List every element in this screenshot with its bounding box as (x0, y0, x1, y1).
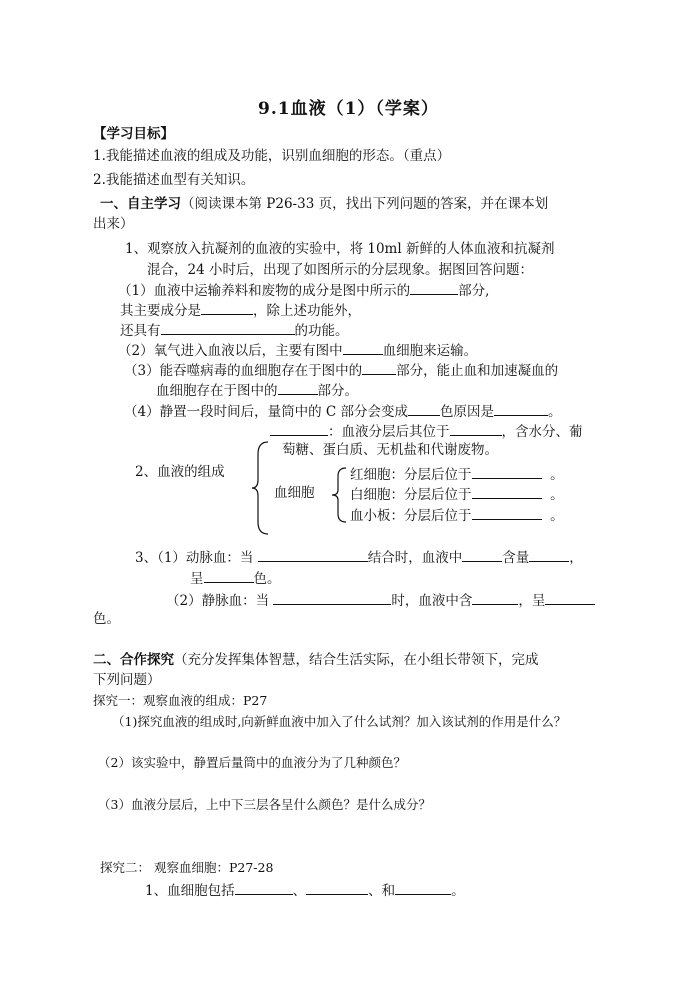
e2-text-a: 1、血细胞包括 (145, 883, 235, 899)
composition-brace (250, 440, 270, 536)
q3-text-c: 含量 (502, 550, 530, 566)
part-3-line1 (124, 360, 558, 380)
objectives-heading: 【学习目标】 (93, 126, 174, 142)
exploration-1-q3: （3）血液分层后，上中下三层各呈什么颜色？是什么成分？ (98, 797, 431, 812)
part-1-text-a: （1）血液中运输养料和废物的成分是图中所示的 (118, 283, 411, 299)
exploration-2-q1 (145, 880, 465, 900)
answer-blank[interactable] (362, 360, 396, 375)
objective-1: 1.我能描述血液的组成及功能，识别血细胞的形态。（重点） (93, 148, 451, 164)
answer-blank[interactable] (472, 590, 518, 605)
part-4-text-b: 色原因是 (440, 404, 495, 420)
red-blood-cell-line (350, 464, 564, 484)
composition-label: 2、血液的组成 (135, 464, 225, 480)
part-1-line3 (120, 320, 349, 340)
q3-text-i: ，呈 (518, 593, 546, 609)
part-2-text-a: （2）氧气进入血液以后，主要有图中 (118, 343, 343, 359)
part-4-text-c: 。 (548, 404, 562, 420)
platelet-line (350, 505, 564, 525)
q3-text-b: 结合时，血液中 (367, 550, 463, 566)
answer-blank[interactable] (410, 280, 458, 295)
part-1-line1 (118, 280, 489, 300)
cooperation-heading: 二、合作探究 (93, 652, 174, 668)
question-1-line2: 混合，24 小时后，出现了如图所示的分层现象。据图回答问题： (147, 262, 533, 278)
self-study-intro (100, 195, 548, 213)
exploration-1-title: 探究一：观察血液的组成：P27 (93, 693, 268, 708)
q3-text-f: 色。 (253, 571, 281, 587)
part-1-line2 (120, 300, 361, 320)
question-3-line3 (166, 590, 595, 610)
part-1-text-b: 部分, (458, 283, 490, 299)
answer-blank[interactable] (450, 421, 502, 436)
white-blood-cell-line (350, 484, 564, 504)
q3-text-d: ， (569, 550, 583, 566)
q3-text-e: 呈 (190, 571, 204, 587)
question-3-line4: 色。 (93, 611, 120, 627)
e2-text-d: 。 (451, 883, 465, 899)
plasma-text-b: ，含水分、葡 (501, 424, 583, 440)
answer-blank[interactable] (462, 547, 502, 562)
answer-blank[interactable] (235, 880, 293, 895)
answer-blank[interactable] (273, 590, 391, 605)
answer-blank[interactable] (472, 484, 542, 499)
part-3-text-d: 部分。 (317, 383, 358, 399)
answer-blank[interactable] (472, 505, 542, 520)
exploration-2-title: 探究二： 观察血细胞：P27-28 (100, 860, 274, 875)
exploration-1-q2: （2）该实验中，静置后量筒中的血液分为了几种颜色？ (98, 755, 406, 770)
page-title: 9.1血液（1）（学案） (258, 99, 439, 119)
cooperation-intro-text: （充分发挥集体智慧，结合生活实际，在小组长带领下，完成 (174, 652, 539, 668)
rbc-text: 红细胞：分层后位于 (350, 467, 472, 483)
part-2-text-b: 血细胞来运输。 (382, 343, 478, 359)
answer-blank[interactable] (343, 340, 383, 355)
cooperation-intro (93, 651, 539, 669)
answer-blank[interactable] (472, 464, 542, 479)
answer-blank[interactable] (258, 547, 368, 562)
e2-text-b: 、 (292, 883, 307, 899)
part-4 (124, 401, 562, 421)
answer-blank[interactable] (204, 568, 254, 583)
period: 。 (550, 508, 564, 524)
answer-blank[interactable] (306, 880, 368, 895)
platelet-text: 血小板：分层后位于 (350, 508, 472, 524)
wbc-text: 白细胞：分层后位于 (350, 487, 472, 503)
part-3-text-b: 部分，能止血和加速凝血的 (396, 363, 559, 379)
self-study-heading: 一、自主学习 (100, 196, 181, 212)
period: 。 (550, 467, 564, 483)
answer-blank[interactable] (408, 401, 440, 416)
answer-blank[interactable] (494, 401, 548, 416)
q3-text-a: 3、（1）动脉血：当 (135, 550, 254, 566)
part-4-text-a: （4）静置一段时间后，量筒中的 C 部分会变成 (124, 404, 409, 420)
part-3-text-a: （3）能吞噬病毒的血细胞存在于图中的 (124, 363, 363, 379)
q3-text-g: （2）静脉血：当 (166, 593, 270, 609)
e2-text-c: 、和 (368, 883, 396, 899)
blood-cells-brace (330, 466, 348, 524)
part-2 (118, 340, 477, 360)
self-study-intro-text: （阅读课本第 P26-33 页，找出下列问题的答案，并在课本划 (181, 196, 549, 212)
part-3-line2 (156, 380, 358, 400)
blood-cells-label: 血细胞 (274, 485, 315, 501)
q3-text-h: 时，血液中含 (391, 593, 473, 609)
part-1-text-d: ，除上述功能外， (253, 303, 361, 319)
answer-blank[interactable] (161, 320, 295, 335)
question-1-line1: 1、观察放入抗凝剂的血液的实验中，将 10ml 新鲜的人体血液和抗凝剂 (125, 241, 555, 257)
exploration-1-q1: （1)探究血液的组成时,向新鲜血液中加入了什么试剂？加入该试剂的作用是什么？ (112, 714, 567, 729)
part-1-text-c: 其主要成分是 (120, 303, 201, 319)
question-3-line2 (190, 568, 281, 588)
cooperation-intro-cont: 下列问题） (93, 672, 161, 688)
answer-blank[interactable] (545, 590, 595, 605)
plasma-line2: 萄糖、蛋白质、无机盐和代谢废物。 (282, 442, 498, 458)
plasma-text-a: ：血液分层后其位于 (328, 424, 450, 440)
answer-blank[interactable] (395, 880, 451, 895)
answer-blank[interactable] (201, 300, 253, 315)
question-3-line1 (135, 547, 583, 567)
answer-blank[interactable] (270, 421, 328, 436)
part-1-text-f: 的功能。 (294, 323, 349, 339)
answer-blank[interactable] (529, 547, 569, 562)
objective-2: 2.我能描述血型有关知识。 (93, 172, 255, 188)
self-study-intro-cont: 出来） (93, 216, 134, 232)
plasma-line1 (270, 421, 583, 441)
period: 。 (550, 487, 564, 503)
answer-blank[interactable] (278, 380, 318, 395)
part-3-text-c: 血细胞存在于图中的 (156, 383, 278, 399)
part-1-text-e: 还具有 (120, 323, 161, 339)
